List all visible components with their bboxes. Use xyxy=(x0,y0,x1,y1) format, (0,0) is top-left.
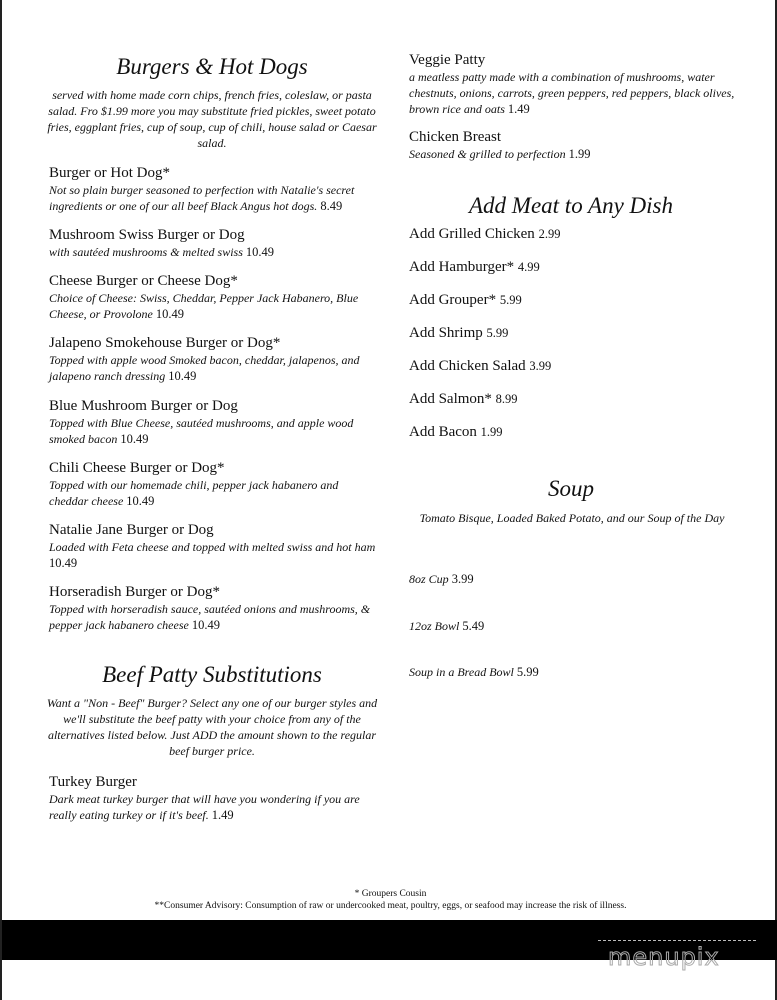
menu-item xyxy=(49,397,379,447)
item-price: 1.49 xyxy=(507,102,530,116)
item-name: Veggie Patty xyxy=(409,52,486,68)
soup-price: 5.49 xyxy=(462,619,485,633)
menu-item xyxy=(49,521,379,571)
item-name: Horseradish Burger or Dog* xyxy=(49,584,220,600)
consumer-advisory: **Consumer Advisory: Consumption of raw or undercooked meat, poultry, eggs, or seafood may increase the risk of illness. xyxy=(154,901,627,911)
addon-price: 4.99 xyxy=(517,260,540,274)
soup-size: 8oz Cup xyxy=(409,572,449,586)
addon-price: 2.99 xyxy=(538,227,561,241)
item-price: 10.49 xyxy=(245,245,275,259)
addon-price: 8.99 xyxy=(495,392,518,406)
item-name: Burger or Hot Dog* xyxy=(49,165,170,181)
addon-name: Add Hamburger* xyxy=(409,259,515,275)
item-desc: Seasoned & grilled to perfection xyxy=(409,147,566,161)
item-price: 10.49 xyxy=(49,556,78,570)
addon-name: Add Salmon* xyxy=(409,391,492,407)
item-name: Natalie Jane Burger or Dog xyxy=(49,522,214,538)
addon-price: 1.99 xyxy=(480,425,503,439)
menu-item xyxy=(49,226,379,260)
item-price: 1.99 xyxy=(568,147,591,161)
addon-item xyxy=(409,391,518,408)
addon-item xyxy=(409,424,503,441)
soup-size: 12oz Bowl xyxy=(409,619,460,633)
menu-item xyxy=(49,164,379,214)
addon-item xyxy=(409,358,551,375)
item-desc: Choice of Cheese: Swiss, Cheddar, Pepper Jack Habanero, Blue Cheese, or Provolone xyxy=(49,291,359,321)
soup-item xyxy=(409,572,474,587)
menu-item xyxy=(49,773,369,823)
addon-price: 3.99 xyxy=(529,359,552,373)
soup-title: Soup xyxy=(548,476,594,501)
addon-name: Add Grilled Chicken xyxy=(409,226,535,242)
menu-item xyxy=(49,583,379,633)
item-price: 10.49 xyxy=(126,494,155,508)
footnotes xyxy=(2,888,777,912)
addon-item xyxy=(409,226,560,243)
addon-name: Add Chicken Salad xyxy=(409,358,526,374)
item-desc: a meatless patty made with a combination of mushrooms, water chestnuts, onions, carrots, green peppers, red peppers, black olives, brown rice and oats xyxy=(409,70,735,116)
addon-item xyxy=(409,325,508,342)
item-desc: Topped with Blue Cheese, sautéed mushrooms, and apple wood smoked bacon xyxy=(49,416,354,446)
menu-item xyxy=(49,272,379,322)
item-desc: Topped with our homemade chili, pepper jack habanero and cheddar cheese xyxy=(49,478,339,508)
substitutions-intro: Want a "Non - Beef" Burger? Select any one of our burger styles and we'll substitute the beef patty with your choice from any of the alternatives listed below. Just ADD the amount shown to the regular beef burger price. xyxy=(46,696,378,758)
menupix-watermark xyxy=(598,940,758,974)
item-desc: Topped with apple wood Smoked bacon, cheddar, jalapenos, and jalapeno ranch dressing xyxy=(49,353,360,383)
addon-price: 5.99 xyxy=(499,293,522,307)
grouper-footnote: * Groupers Cousin xyxy=(354,889,427,899)
addon-name: Add Grouper* xyxy=(409,292,497,308)
item-price: 10.49 xyxy=(155,307,184,321)
item-name: Blue Mushroom Burger or Dog xyxy=(49,398,238,414)
menu-item xyxy=(49,459,379,509)
item-name: Cheese Burger or Cheese Dog* xyxy=(49,273,238,289)
addon-name: Add Shrimp xyxy=(409,325,483,341)
soup-item xyxy=(409,619,484,634)
item-price: 8.49 xyxy=(320,199,343,213)
menu-item xyxy=(409,128,739,162)
item-desc: Dark meat turkey burger that will have you wondering if you are really eating turkey or if it's beef. xyxy=(49,792,360,822)
substitutions-title: Beef Patty Substitutions xyxy=(102,662,322,687)
addon-item xyxy=(409,292,522,309)
soup-item xyxy=(409,665,539,680)
watermark-divider xyxy=(598,940,756,941)
item-desc: Topped with horseradish sauce, sautéed onions and mushrooms, & pepper jack habanero cheese xyxy=(49,602,371,632)
item-name: Turkey Burger xyxy=(49,774,137,790)
item-name: Mushroom Swiss Burger or Dog xyxy=(49,227,245,243)
item-name: Chicken Breast xyxy=(409,129,502,145)
soup-size: Soup in a Bread Bowl xyxy=(409,665,514,679)
menu-item xyxy=(49,334,379,384)
soup-intro: Tomato Bisque, Loaded Baked Potato, and our Soup of the Day xyxy=(419,511,725,525)
item-desc: with sautéed mushrooms & melted swiss xyxy=(49,245,243,259)
addon-price: 5.99 xyxy=(486,326,509,340)
item-price: 1.49 xyxy=(211,808,234,822)
add-meat-title: Add Meat to Any Dish xyxy=(469,193,673,218)
item-name: Chili Cheese Burger or Dog* xyxy=(49,460,225,476)
addon-name: Add Bacon xyxy=(409,424,477,440)
watermark-text: menupix xyxy=(608,943,720,971)
soup-price: 5.99 xyxy=(516,665,539,679)
item-price: 10.49 xyxy=(120,432,149,446)
addon-item xyxy=(409,259,540,276)
soup-price: 3.99 xyxy=(451,572,474,586)
item-name: Jalapeno Smokehouse Burger or Dog* xyxy=(49,335,281,351)
menu-item xyxy=(409,51,739,117)
burgers-intro: served with home made corn chips, french fries, coleslaw, or pasta salad. Fro $1.99 more you may substitute fried pickles, sweet potato fries, eggplant fries, cup of soup, cup of chili, house salad or Caesar salad. xyxy=(47,88,377,150)
item-price: 10.49 xyxy=(191,618,220,632)
item-price: 10.49 xyxy=(168,369,197,383)
item-desc: Not so plain burger seasoned to perfection with Natalie's secret ingredients or one of our all beef Black Angus hot dogs. xyxy=(49,183,355,213)
item-desc: Loaded with Feta cheese and topped with melted swiss and hot ham xyxy=(49,540,376,554)
burgers-title: Burgers & Hot Dogs xyxy=(116,54,308,79)
